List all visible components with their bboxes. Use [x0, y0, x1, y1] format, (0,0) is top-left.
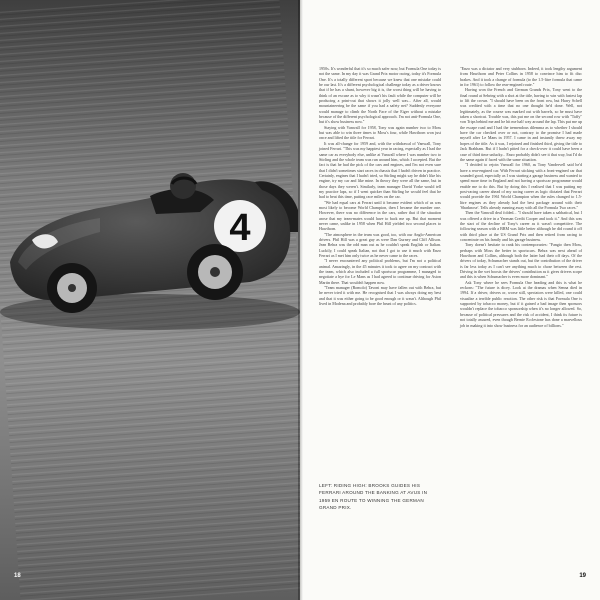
paragraph: "We had equal cars at Ferrari until it became evident which of us was most likely to become World Champion, then I became the number one. However, there was no difference in the cars, rather that if the situation arose that my team-mates would have to back me up. But that moment never came, unlike in 1958 when Phil Hill yielded two second places to Hawthorn. — [319, 199, 441, 232]
text-page — [303, 0, 600, 600]
text-column-1 — [319, 66, 441, 306]
paragraph: It was all-change for 1959 and, with the withdrawal of Vanwall, Tony joined Ferrari. "This was my happiest year in racing, especially as I had the same car as everybody else, unlike at Vanwall where I was number two to Stirling and the whole team was run around him, which I accepted. But the fact is that he had the pick of the cars and engines, and I'm not even sure that I didn't sometimes start races in chassis that I hadn't driven in practice. Certainly, engines that I hadn't tried, so Stirling might say he didn't like his engine, try my car and like mine. In theory they were all the same, but in those days they weren't. Similarly, team manager David Yorke would tell my practice laps, so if I went quicker than Stirling he would feel that he had to beat this time, putting race miles on the car. — [319, 140, 442, 200]
paragraph: Ask Tony where he sees Formula One heading and this is what he reckons: "The future is dicey. Look at the dramas when Senna died in 1994. If a driver, drivers or, worse still, spectators were killed, one could visualise a terrible public reaction. The other risk is that Formula One is supported by tobacco money, but if it gained a bad image then sponsors wouldn't replace the tobacco sponsorship when it's no longer allowed. So, because of political pressures and the risk of accident, I think its future is not totally assured, even though Bernie Ecclestone has done a marvellous job in making it into show business for an audience of billions." — [460, 279, 582, 328]
paragraph: "Enzo was a dictator and very stubborn. Indeed, it took lengthy argument from Hawthorn and Peter Collins in 1958 to convince him to fit disc brakes. And it took a change of formula (to the 1.5-litre formula that came in for 1961) to follow the rear-engined route." — [460, 66, 582, 88]
page-number-right: 19 — [579, 573, 586, 579]
paragraph: "Team manager (Romolo) Tavoni may have fallen out with Behra, but he never tried it with me. He recognised that I was always doing my best and that it was either going to be good enough or it wasn't. Although Phil lived in Modena and probably bore the brunt of any politics. — [319, 285, 441, 307]
paragraph: Having won the French and German Grands Prix, Tony went to the final round at Sebring with a shot at the title, having to win with fastest lap to lift the crown. "I should have been on the front row, but Harry Schell was credited with a time that no one thought he'd done. Well, not legitimately, as the course was marked out with barrels, so he must have taken a shortcut. Trouble was, this put me on the second row with "Taffy" von Trips behind me and he hit me half way around the lap. This put me up the escape road and I had the tremendous dilemma as to whether I should have the car checked over or not, contrary to the promise I had made myself after Le Mans in 1957. I came in and instantly threw away my hopes of the title. As it was, I rejoined and finished third, giving the title to Jack Brabham. But if I hadn't pitted for a check-over it could have been a case of third time unlucky... Enzo probably didn't see it that way, but I'd do the same again if faced with the same situation. — [460, 87, 582, 162]
rear-wheel — [187, 244, 243, 300]
paragraph: "The atmosphere in the team was good, too, with our Anglo-American drivers. Phil Hill was a great guy as were Dan Gurney and Cliff Allison. Jean Behra was the odd man out as he couldn't speak English or Italian. Luckily, I could speak Italian, not that I got to use it much with Enzo Ferrari as I met him only twice as he never came to the races. — [319, 231, 441, 259]
car-number: 4 — [229, 207, 251, 249]
photo-caption: LEFT: RIDING HIGH: BROOKS GUIDES HIS FERRARI AROUND THE BANKING AT AVUS IN 1959 EN ROUTE TO WINNING THE GERMAN GRAND PRIX. — [319, 483, 428, 511]
paragraph: Then the Vanwall deal folded... "I should have taken a sabbatical, but I was offered a drive in a Yeoman Credit Cooper and took it." And this was the start of the decline of Tony's career as it wasn't competitive. The following season with a BRM was little better although he did round it off with third place at the US Grand Prix and then retired from racing to concentrate on his family and his garage business. — [460, 210, 582, 242]
paragraph: "I never encountered any political problems, but I'm not a political animal. Amazingly, in the 45 minutes it took to agree on my contract with the team, which also included a full sportscar programme, I managed to negotiate a bye for Le Mans as I had agreed to continue driving for Aston Martin there. That wouldn't happen now. — [319, 258, 441, 285]
paragraph: 1950s. It's wonderful that it's so much safer now, but Formula One today is not the same. In my day it was Grand Prix motor racing, today it's Formula One. It's a totally different sport because we knew that one mistake could be our last. It's a different psychological challenge today as a driver knows that if he has a shunt, however big it is, the worst thing will be having to think of an excuse as to why it wasn't his fault while the computer will be producing a print-out that shows it jolly well was... After all, would mountaineering be the same if you had a safety net? Suddenly everyone would manage to climb the North Face of the Eiger without a mistake because of the different psychological approach. I'm not anti-Formula One, but it's show business now." — [319, 66, 441, 125]
front-wheel — [47, 263, 97, 313]
page-number-left: 18 — [14, 573, 21, 579]
text-column-2 — [460, 66, 582, 328]
paragraph: Tony doesn't hesitate to rank his contemporaries: "Fangio then Moss, perhaps with Moss the better in sportscars. Behra was next ahead of Hawthorn and Collins, although both the latter had their off days. Of the drivers of today, Schumacher stands out, but the contribution of the driver is far less today as I can't see anything much to chose between the rest. Driving in the wet boosts the drivers' contribution as it gives drivers scope and this is when Schumacher is even more dominant." — [460, 242, 582, 280]
paragraph: Staying with Vanwall for 1958, Tony was again number two to Moss but was able to win three times to Moss's four, while Hawthorn won just once and lifted the title for Ferrari. — [319, 124, 441, 141]
paragraph: "I decided to rejoin Vanwall for 1960, as Tony Vandervell said he'd have a rear-engined car. With Ferrari sticking with a front-engined car that sounded good, especially as I was starting a garage business and wanted to spend more time in England and not having a sportscar programme would enable me to do this. But by doing this I realised that I was putting my post-racing career ahead of my racing career as logic dictated that Ferrari would provide the 1961 World Champion when the rules changed to 1.5-litre engines as they already had the best package around with their 'Sharknose'. Tells already running away with all the Formula Two races." — [460, 162, 582, 210]
